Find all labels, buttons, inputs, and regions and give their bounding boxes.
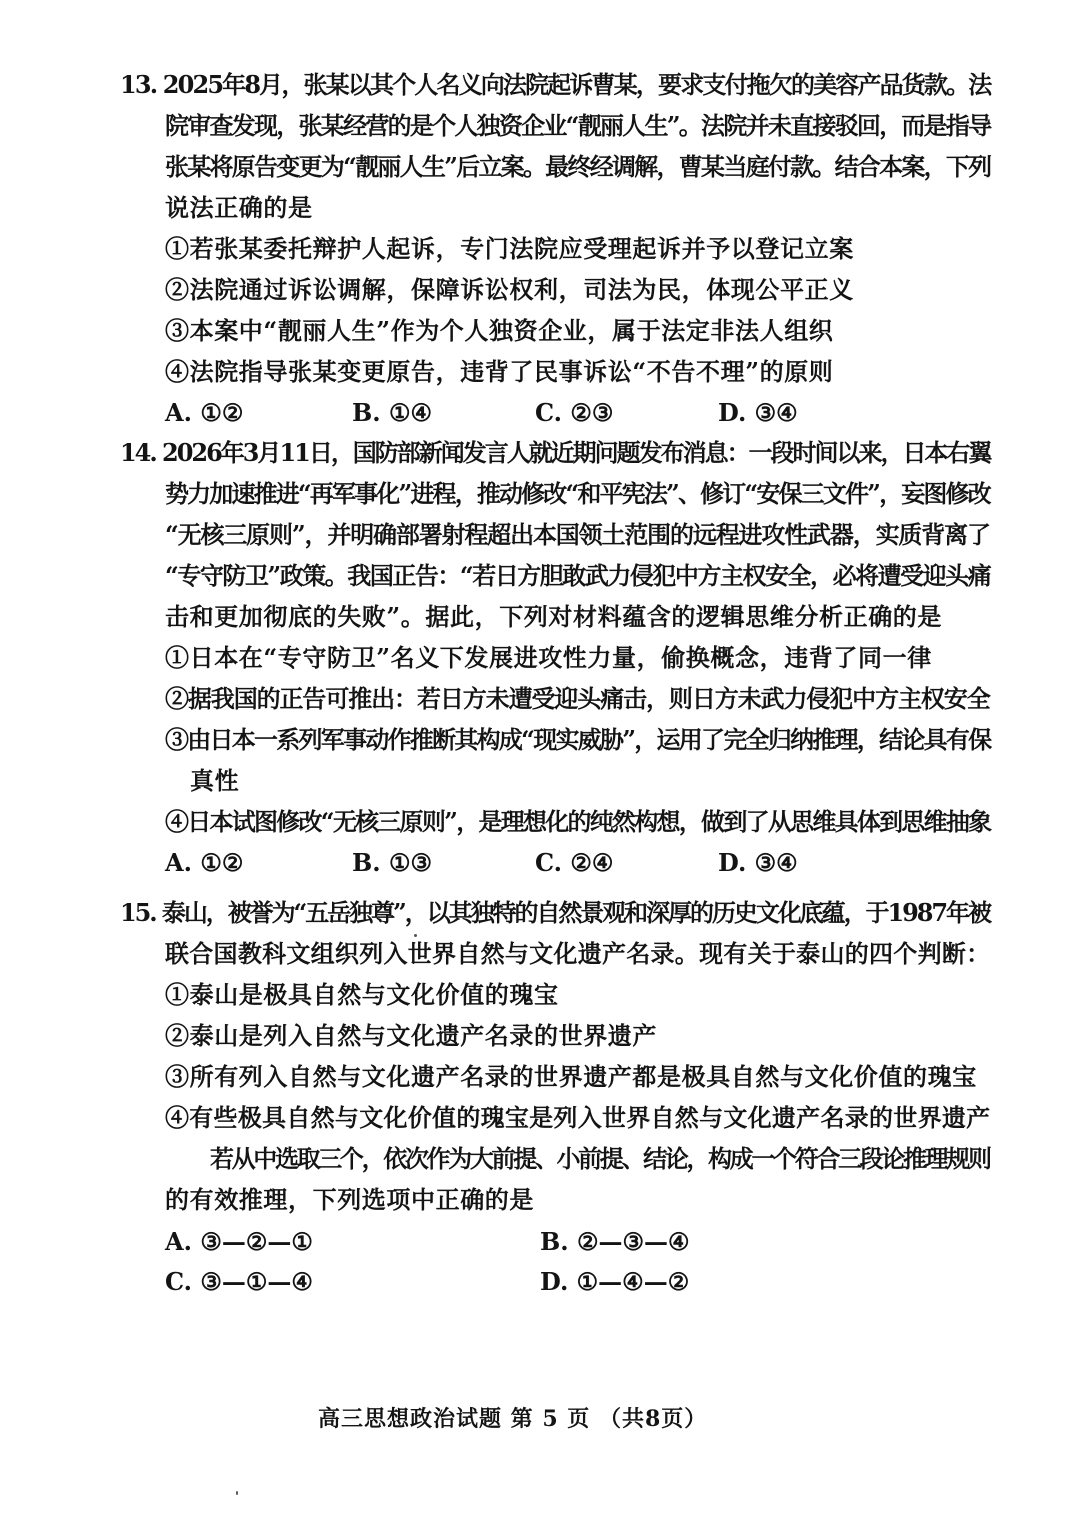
q13-statement-3: ③本案中“靓丽人生”作为个人独资企业，属于法定非法人组织: [165, 316, 834, 345]
q15-statement-3: ③所有列入自然与文化遗产名录的世界遗产都是极具自然与文化价值的瑰宝: [165, 1062, 977, 1091]
q15-instruction-line-1: 若从中选取三个，依次作为大前提、小前提、结论，构成一个符合三段论推理规则: [210, 1144, 990, 1173]
q15-option-b: B. ②—③—④: [540, 1227, 690, 1256]
q15-statement-1: ①泰山是极具自然与文化价值的瑰宝: [165, 980, 559, 1009]
q14-statement-4: ④日本试图修改“无核三原则”，是理想化的纯然构想，做到了从思维具体到思维抽象: [165, 807, 991, 836]
q14-stem-line-3: “无核三原则”，并明确部署射程超出本国领土范围的远程进攻性武器，实质背离了: [165, 520, 990, 549]
q13-option-a: A. ①②: [165, 398, 244, 427]
q14-stem-line-2: 势力加速推进“再军事化”进程，推动修改“和平宪法”、修订“安保三文件”，妄图修改: [165, 479, 990, 508]
q13-option-c: C. ②③: [535, 398, 614, 427]
q14-option-a: A. ①②: [165, 848, 244, 877]
q14-stem-line-1: 14. 2026年3月11日，国防部新闻发言人就近期问题发布消息：一段时间以来，日本右翼: [120, 438, 991, 467]
page-footer: 高三思想政治试题 第 5 页 （共8页）: [318, 1406, 708, 1432]
q14-statement-3-cont: 真性: [190, 766, 240, 795]
q15-stem-line-1: 15. 泰山，被誉为“五岳独尊”，以其独特的自然景观和深厚的历史文化底蕴，于1987年被: [120, 898, 990, 927]
q15-statement-2: ②泰山是列入自然与文化遗产名录的世界遗产: [165, 1021, 657, 1050]
q13-stem-line-3: 张某将原告变更为“靓丽人生”后立案。最终经调解，曹某当庭付款。结合本案，下列: [165, 152, 991, 181]
q13-statement-4: ④法院指导张某变更原告，违背了民事诉讼“不告不理”的原则: [165, 357, 834, 386]
q13-stem-line-4: 说法正确的是: [165, 193, 313, 222]
q15-option-a: A. ③—②—①: [165, 1227, 313, 1256]
q13-stem-line-1: 13. 2025年8月，张某以其个人名义向法院起诉曹某，要求支付拖欠的美容产品货款。法: [120, 70, 991, 99]
q14-statement-2: ②据我国的正告可推出：若日方未遭受迎头痛击，则日方未武力侵犯中方主权安全: [165, 684, 990, 713]
q15-instruction-line-2: 的有效推理，下列选项中正确的是: [165, 1185, 534, 1214]
scan-speck: [414, 934, 417, 937]
scan-speck: [236, 1491, 238, 1495]
q14-stem-line-4: “专守防卫”政策。我国正告：“若日方胆敢武力侵犯中方主权安全，必将遭受迎头痛: [165, 561, 991, 590]
q13-option-b: B. ①④: [352, 398, 433, 427]
q15-statement-4: ④有些极具自然与文化价值的瑰宝是列入世界自然与文化遗产名录的世界遗产: [165, 1103, 991, 1132]
q15-stem-line-2: 联合国教科文组织列入世界自然与文化遗产名录。现有关于泰山的四个判断：: [165, 939, 991, 968]
q14-statement-3: ③由日本一系列军事动作推断其构成“现实威胁”，运用了完全归纳推理，结论具有保: [165, 725, 991, 754]
q13-statement-2: ②法院通过诉讼调解，保障诉讼权利，司法为民，体现公平正义: [165, 275, 854, 304]
q14-option-c: C. ②④: [535, 848, 614, 877]
q14-statement-1: ①日本在“专守防卫”名义下发展进攻性力量，偷换概念，违背了同一律: [165, 643, 932, 672]
q13-stem-line-2: 院审查发现，张某经营的是个人独资企业“靓丽人生”。法院并未直接驳回，而是指导: [165, 111, 991, 140]
q13-option-d: D. ③④: [718, 398, 798, 427]
q15-option-c: C. ③—①—④: [165, 1267, 313, 1296]
q14-stem-line-5: 击和更加彻底的失败”。据此，下列对材料蕴含的逻辑思维分析正确的是: [165, 602, 943, 631]
q14-option-b: B. ①③: [352, 848, 433, 877]
q13-statement-1: ①若张某委托辩护人起诉，专门法院应受理起诉并予以登记立案: [165, 234, 854, 263]
q14-option-d: D. ③④: [718, 848, 798, 877]
q15-option-d: D. ①—④—②: [540, 1267, 690, 1296]
